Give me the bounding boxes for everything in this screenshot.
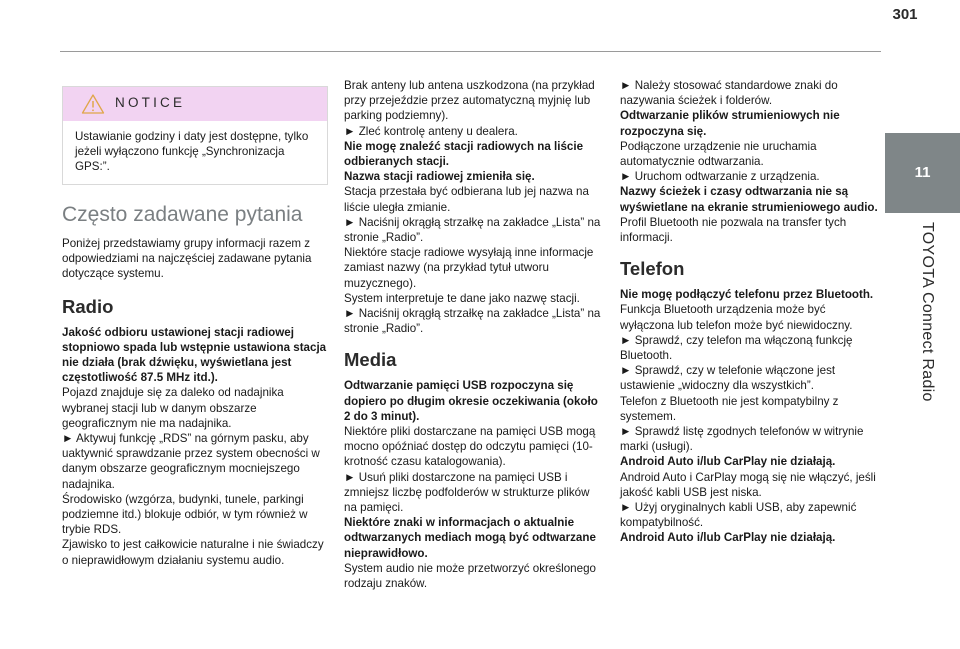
radio-question-1: Jakość odbioru ustawionej stacji radiowej stopniowo spada lub wstępnie ustawiona stacja nie działa (brak dźwięku, wyświetlana jest częstotliwość 87.5 MHz itd.).	[62, 325, 327, 385]
phone-answer-text: Android Auto i CarPlay mogą się nie włączyć, jeśli jakość kabli USB jest niska.	[620, 470, 876, 499]
column-2	[344, 78, 604, 591]
radio-answer-text: Pojazd znajduje się za daleko od nadajnika wybranej stacji lub w danym obszarze geograficznym nie ma nadajnika.	[62, 386, 284, 430]
notice-header	[63, 87, 327, 121]
phone-answer-text: Funkcja Bluetooth urządzenia może być wyłączona lub telefon może być niewidoczny.	[620, 303, 853, 332]
page-number: 301	[892, 6, 918, 23]
radio-answer-text: Zjawisko to jest całkowicie naturalne i nie świadczy o nieprawidłowym działaniu systemu audio.	[62, 538, 324, 567]
radio-heading: Radio	[62, 295, 114, 317]
media-question-2: Niektóre znaki w informacjach o aktualnie odtwarzanych mediach mogą być odtwarzane nieprawidłowo.	[344, 516, 596, 560]
radio-answer-text: Stacja przestała być odbierana lub jej nazwa na liście uległa zmianie.	[344, 185, 589, 214]
media-question-3: Odtwarzanie plików strumieniowych nie rozpoczyna się.	[620, 109, 840, 138]
phone-answer-text: ► Sprawdź listę zgodnych telefonów w witrynie marki (usługi).	[620, 425, 864, 454]
phone-answer-text: ► Sprawdź, czy telefon ma włączoną funkcję Bluetooth.	[620, 333, 853, 363]
media-answer-text: Niektóre pliki dostarczane na pamięci USB mogą mocno opóźniać dostęp do odczytu pamięci (10-krotność czasu katalogowania).	[344, 425, 596, 469]
phone-heading: Telefon	[620, 258, 685, 280]
phone-answer-text: ► Użyj oryginalnych kabli USB, aby zapewnić kompatybilność.	[620, 501, 857, 530]
faq-intro: Poniżej przedstawiamy grupy informacji razem z odpowiedziami na najczęściej zadawane pytania dotyczące systemu.	[62, 237, 312, 281]
media-heading: Media	[344, 349, 397, 371]
chapter-title: TOYOTA Connect Radio	[919, 222, 936, 402]
phone-question-1: Nie mogę podłączyć telefonu przez Bluetooth.	[620, 288, 874, 302]
header-rule	[60, 51, 881, 52]
radio-answer-text: ► Naciśnij okrągłą strzałkę na zakładce „Lista” na stronie „Radio”.	[344, 215, 601, 245]
warning-triangle-icon	[81, 93, 105, 115]
phone-question-3: Android Auto i/lub CarPlay nie działają.	[620, 531, 836, 545]
radio-question-3: Nazwa stacji radiowej zmieniła się.	[344, 170, 535, 184]
media-answer-text: Podłączone urządzenie nie uruchamia automatycznie odtwarzania.	[620, 139, 817, 169]
media-question-4: Nazwy ścieżek i czasy odtwarzania nie są wyświetlane na ekranie strumieniowego audio.	[620, 185, 878, 214]
notice-text: Ustawianie godziny i daty jest dostępne, tylko jeżeli wyłączono funkcję „Synchronizacja GPS:”.	[75, 130, 309, 174]
radio-question-2: Nie mogę znaleźć stacji radiowych na liście odbieranych stacji.	[344, 139, 584, 169]
media-answer-text: ► Uruchom odtwarzanie z urządzenia.	[620, 170, 820, 184]
column-3	[620, 78, 880, 546]
media-answer-text: Profil Bluetooth nie pozwala na transfer tych informacji.	[620, 215, 847, 245]
notice-title: NOTICE	[115, 95, 186, 110]
notice-box	[62, 86, 328, 185]
radio-answer-text: ► Naciśnij okrągłą strzałkę na zakładce „Lista” na stronie „Radio”.	[344, 307, 601, 336]
radio-answer-text: Środowisko (wzgórza, budynki, tunele, parkingi podziemne itd.) blokuje odbiór, w tym również w trybie RDS.	[62, 492, 308, 537]
radio-answer-text: Niektóre stacje radiowe wysyłają inne informacje zamiast nazwy (na przykład tytuł utworu muzycznego).	[344, 246, 594, 290]
radio-answer-text: ► Aktywuj funkcję „RDS” na górnym pasku, aby uaktywnić sprawdzanie przez system obecności w danym obszarze geograficznym mocniejszego nadajnika.	[62, 432, 320, 491]
phone-question-2: Android Auto i/lub CarPlay nie działają.	[620, 455, 836, 469]
radio-answer-text: System interpretuje te dane jako nazwę stacji.	[344, 291, 580, 305]
chapter-tab: 11	[885, 133, 960, 213]
phone-answer-text: ► Sprawdź, czy w telefonie włączone jest ustawienie „widoczny dla wszystkich”.	[620, 364, 836, 393]
phone-answer-text: Telefon z Bluetooth nie jest kompatybilny z systemem.	[620, 394, 839, 423]
radio-answer-text: ► Zleć kontrolę anteny u dealera.	[344, 124, 518, 138]
media-answer-text: System audio nie może przetworzyć określonego rodzaju znaków.	[344, 561, 596, 591]
faq-title: Często zadawane pytania	[62, 203, 303, 226]
column-1	[62, 78, 328, 568]
radio-answer-text: Brak anteny lub antena uszkodzona (na przykład przy przejeździe przez automatyczną myjnię lub parking podziemny).	[344, 79, 595, 123]
media-answer-text: ► Usuń pliki dostarczone na pamięci USB i zmniejsz liczbę podfolderów w strukturze plików na pamięci.	[344, 470, 590, 515]
media-question-1: Odtwarzanie pamięci USB rozpoczyna się dopiero po długim okresie oczekiwania (około 2 do 3 minut).	[344, 379, 598, 423]
media-answer-text: ► Należy stosować standardowe znaki do nazywania ścieżek i folderów.	[620, 79, 838, 108]
